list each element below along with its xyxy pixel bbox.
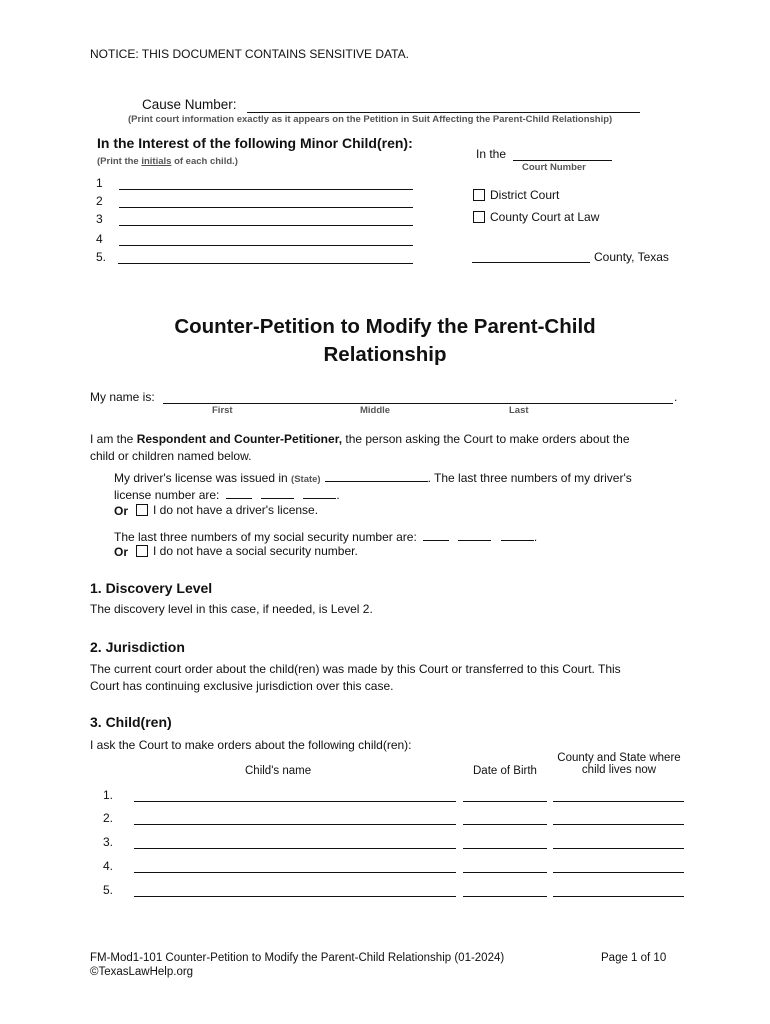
col-childs-name: Child's name [245, 765, 312, 777]
child-initial-field[interactable] [118, 263, 413, 264]
ssn-digit-field[interactable] [423, 529, 449, 541]
name-label: My name is: [90, 390, 155, 404]
first-name-label: First [212, 405, 233, 416]
interest-title: In the Interest of the following Minor Child(ren): [97, 135, 413, 151]
document-title-line2: Relationship [323, 343, 447, 366]
respondent-paragraph: I am the Respondent and Counter-Petitioner, the person asking the Court to make orders about the child or children named below. [90, 432, 630, 463]
county-court-label: County Court at Law [490, 210, 600, 224]
child-name-field[interactable] [134, 896, 456, 897]
child-dob-field[interactable] [463, 801, 547, 802]
cause-number-label: Cause Number: [142, 97, 237, 112]
or-label: Or [114, 504, 129, 518]
child-name-field[interactable] [134, 872, 456, 873]
section-jurisdiction-body: The current court order about the child(ren) was made by this Court or transferred to this Court. This Court has continuing exclusive jurisdiction over this case. [90, 662, 621, 693]
license-state-line: My driver's license was issued in (State) . The last three numbers of my driver's [114, 471, 632, 485]
child-row-number: 5. [103, 883, 114, 897]
cause-number-note: (Print court information exactly as it appears on the Petition in Suit Affecting the Parent-Child Relationship) [128, 114, 613, 125]
page-number: Page 1 of 10 [601, 952, 667, 964]
section-discovery-body: The discovery level in this case, if needed, is Level 2. [90, 602, 373, 616]
court-number-label: Court Number [522, 162, 586, 173]
middle-name-label: Middle [360, 405, 391, 416]
cause-number-field[interactable] [247, 112, 640, 113]
name-period: . [674, 390, 678, 404]
child-initial-number: 4 [96, 232, 103, 246]
child-row-number: 4. [103, 859, 114, 873]
child-row-number: 1. [103, 788, 114, 802]
license-digit-field[interactable] [226, 487, 252, 499]
name-field[interactable] [163, 403, 673, 404]
license-digit-field[interactable] [261, 487, 294, 499]
section-jurisdiction-title: 2. Jurisdiction [90, 639, 185, 655]
child-dob-field[interactable] [463, 872, 547, 873]
initials-note: (Print the initials of each child.) [97, 156, 238, 167]
county-court-checkbox[interactable] [473, 211, 485, 223]
col-date-of-birth: Date of Birth [473, 765, 537, 777]
child-initial-field[interactable] [119, 207, 413, 208]
no-ssn-label: I do not have a social security number. [153, 544, 358, 558]
no-license-label: I do not have a driver's license. [153, 503, 319, 517]
ssn-digit-field[interactable] [458, 529, 491, 541]
document-title-line1: Counter-Petition to Modify the Parent-Child [174, 315, 596, 338]
child-county-field[interactable] [553, 872, 684, 873]
or-label: Or [114, 545, 129, 559]
child-row-number: 3. [103, 835, 114, 849]
county-texas-label: County, Texas [594, 250, 669, 264]
child-initial-field[interactable] [119, 225, 413, 226]
no-license-checkbox[interactable] [136, 504, 148, 516]
child-name-field[interactable] [134, 848, 456, 849]
court-number-field[interactable] [513, 160, 612, 161]
child-initial-number: 1 [96, 176, 103, 190]
child-name-field[interactable] [134, 801, 456, 802]
child-county-field[interactable] [553, 896, 684, 897]
child-dob-field[interactable] [463, 824, 547, 825]
no-ssn-checkbox[interactable] [136, 545, 148, 557]
child-dob-field[interactable] [463, 848, 547, 849]
child-county-field[interactable] [553, 824, 684, 825]
ssn-line: The last three numbers of my social security number are: . [114, 530, 538, 544]
child-row-number: 2. [103, 811, 114, 825]
child-initial-field[interactable] [119, 245, 413, 246]
district-court-label: District Court [490, 188, 560, 202]
county-name-field[interactable] [472, 262, 590, 263]
ssn-digit-field[interactable] [501, 529, 534, 541]
section-discovery-title: 1. Discovery Level [90, 580, 213, 596]
child-dob-field[interactable] [463, 896, 547, 897]
section-children-title: 3. Child(ren) [90, 714, 172, 730]
license-digit-field[interactable] [303, 487, 336, 499]
child-county-field[interactable] [553, 801, 684, 802]
last-name-label: Last [509, 405, 529, 416]
in-the-label: In the [476, 147, 507, 161]
license-number-line: license number are: . [114, 488, 340, 502]
child-initial-number: 5. [96, 250, 107, 264]
child-initial-number: 3 [96, 212, 103, 226]
footer-form-id: FM-Mod1-101 Counter-Petition to Modify the Parent-Child Relationship (01-2024) [90, 952, 505, 964]
child-county-field[interactable] [553, 848, 684, 849]
footer-copyright: ©TexasLawHelp.org [90, 966, 194, 978]
child-initial-field[interactable] [119, 189, 413, 190]
district-court-checkbox[interactable] [473, 189, 485, 201]
child-name-field[interactable] [134, 824, 456, 825]
license-state-field[interactable] [325, 470, 428, 482]
col-county-state: County and State where child lives now [557, 752, 681, 776]
sensitive-data-notice: NOTICE: THIS DOCUMENT CONTAINS SENSITIVE DATA. [90, 47, 409, 61]
child-initial-number: 2 [96, 194, 103, 208]
section-children-body: I ask the Court to make orders about the following child(ren): [90, 738, 412, 752]
